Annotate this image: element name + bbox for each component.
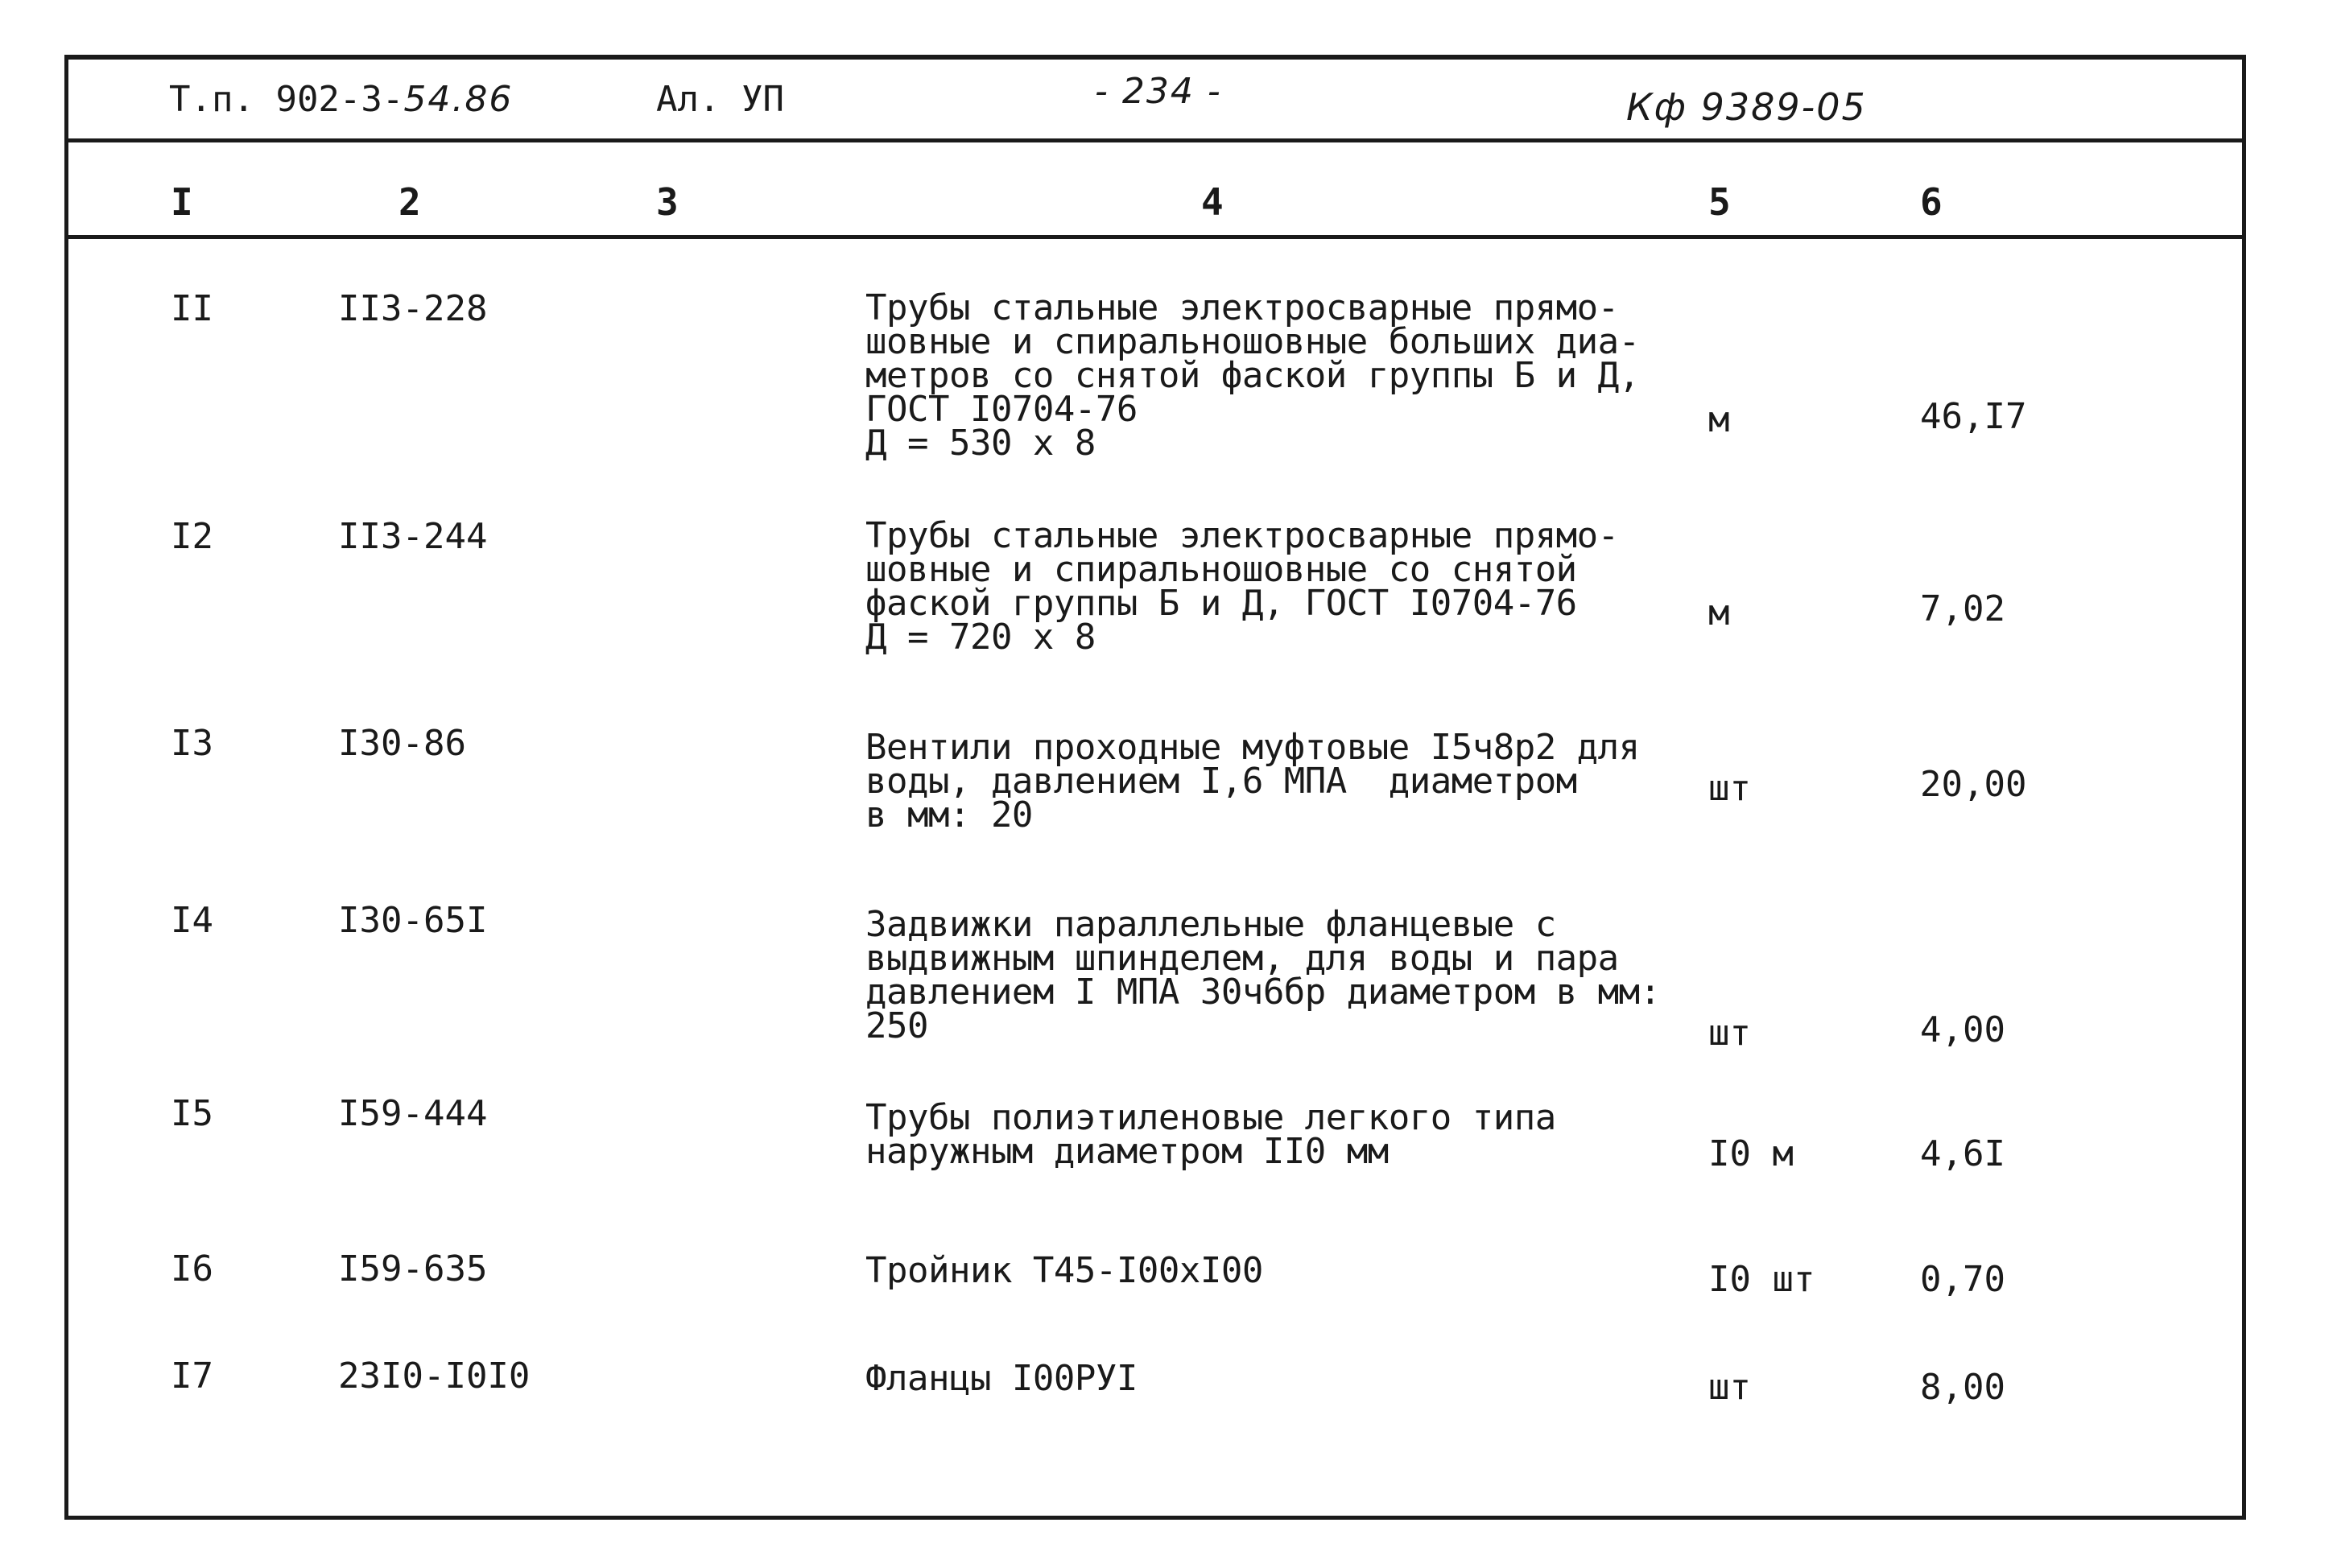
row-code: II3-244: [338, 516, 488, 557]
row-quantity: 20,00: [1920, 764, 2027, 805]
row-code: II3-228: [338, 288, 488, 329]
page-number: - 234 -: [1095, 71, 1222, 112]
row-unit: I0 м: [1708, 1133, 1794, 1174]
row-number: I7: [171, 1355, 213, 1397]
row-description: Трубы полиэтиленовые легкого типа наружным диаметром II0 мм: [865, 1097, 1556, 1172]
row-code: I59-635: [338, 1248, 488, 1289]
column-header-3: 3: [656, 180, 679, 224]
row-code: I30-86: [338, 723, 466, 764]
row-description: Фланцы I00РУI: [865, 1358, 1138, 1399]
row-number: I6: [171, 1248, 213, 1289]
column-header-1: I: [171, 180, 193, 224]
row-description: Вентили проходные муфтовые I5ч8р2 для воды, давлением I,6 МПА диаметром в мм: 20: [865, 727, 1640, 836]
row-number: I4: [171, 900, 213, 941]
column-header-2: 2: [398, 180, 421, 224]
row-quantity: 0,70: [1920, 1259, 2005, 1300]
header-divider: [64, 138, 2246, 142]
row-quantity: 4,00: [1920, 1009, 2005, 1050]
row-description: Тройник Т45-I00хI00: [865, 1250, 1263, 1291]
row-description: Трубы стальные электросварные прямо- шовные и спиральношовные со снятой фаской группы Б и Д, ГОСТ I0704-76 Д = 720 х 8: [865, 515, 1619, 658]
column-header-6: 6: [1920, 180, 1943, 224]
row-unit: м: [1708, 592, 1730, 633]
row-unit: шт: [1708, 1013, 1751, 1054]
row-code: I59-444: [338, 1093, 488, 1134]
column-header-5: 5: [1708, 180, 1731, 224]
project-number-handwritten: 54.86: [403, 79, 514, 120]
row-code: 23I0-I0I0: [338, 1355, 531, 1397]
column-header-4: 4: [1201, 180, 1224, 224]
row-code: I30-65I: [338, 900, 488, 941]
row-number: I3: [171, 723, 213, 764]
row-description: Трубы стальные электросварные прямо- шовные и спиральношовные больших диа- метров со снятой фаской группы Б и Д, ГОСТ I0704-76 Д = 530 х 8: [865, 287, 1640, 464]
row-quantity: 8,00: [1920, 1367, 2005, 1408]
row-quantity: 46,I7: [1920, 396, 2027, 437]
column-header-divider: [64, 235, 2246, 239]
row-description: Задвижки параллельные фланцевые с выдвижным шпинделем, для воды и пара давлением I МПА 30ч6бр диаметром в мм: 250: [865, 904, 1661, 1046]
project-number: [169, 79, 514, 120]
row-unit: шт: [1708, 1367, 1751, 1408]
row-number: I5: [171, 1093, 213, 1134]
row-number: I2: [171, 516, 213, 557]
row-unit: м: [1708, 399, 1730, 440]
project-number-prefix: Т.п. 902-3-: [169, 79, 404, 120]
row-unit: I0 шт: [1708, 1259, 1815, 1300]
row-unit: шт: [1708, 768, 1751, 809]
row-quantity: 4,6I: [1920, 1133, 2005, 1174]
archive-stamp: Кф 9389-05: [1626, 85, 1867, 129]
row-quantity: 7,02: [1920, 588, 2005, 629]
album-label: Ал. УП: [656, 79, 784, 120]
row-number: II: [171, 288, 213, 329]
